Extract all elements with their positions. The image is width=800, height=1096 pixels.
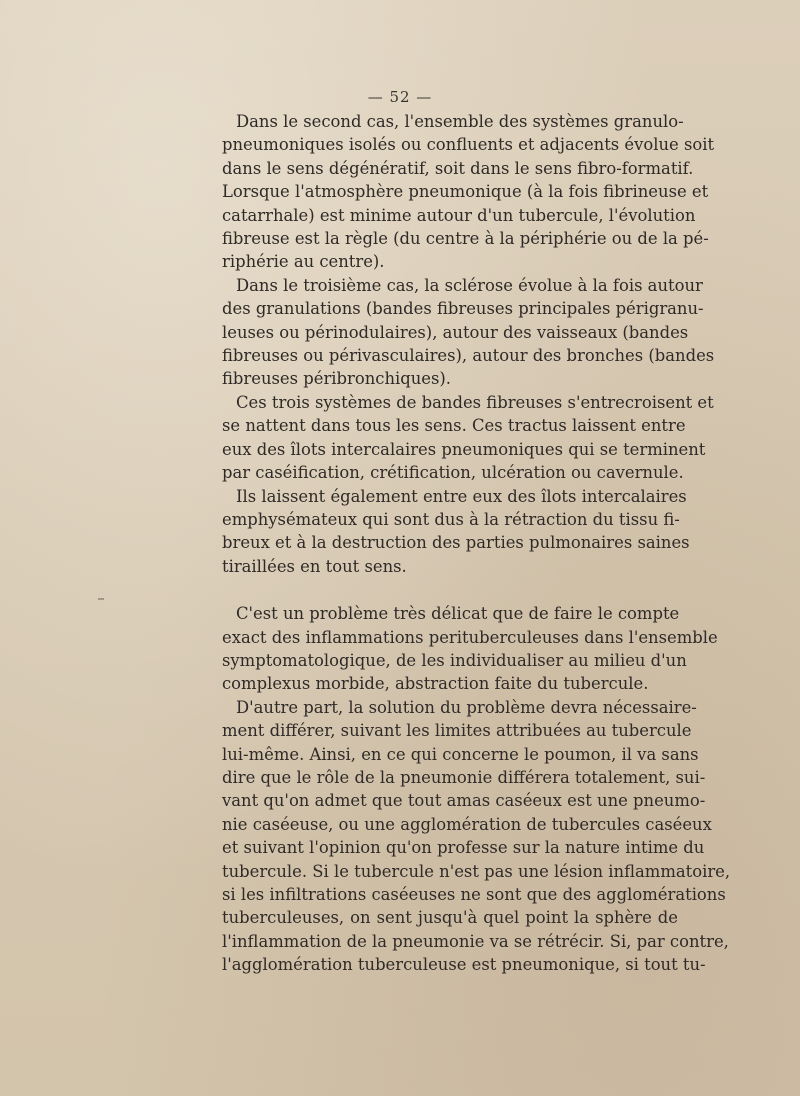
paragraph-6 [222, 696, 731, 977]
text-line: par caséification, crétification, ulcération ou cavernule. [222, 463, 684, 483]
text-line: dans le sens dégénératif, soit dans le sens fibro-formatif. [222, 158, 694, 178]
text-line: emphysémateux qui sont dus à la rétraction du tissu fi- [222, 509, 680, 529]
text-line: eux des îlots intercalaires pneumoniques qui se terminent [222, 439, 706, 459]
text-line: symptomatologique, de les individualiser au milieu d'un [222, 650, 687, 670]
text-line: tiraillées en tout sens. [222, 556, 407, 576]
text-line: dire que le rôle de la pneumonie différera totalement, sui- [222, 767, 706, 787]
text-line: Lorsque l'atmosphère pneumonique (à la fois fibrineuse et [222, 182, 709, 202]
text-line: tuberculeuses, on sent jusqu'à quel point la sphère de [222, 908, 678, 928]
text-line: pneumoniques isolés ou confluents et adjacents évolue soit [222, 135, 715, 155]
text-line: l'inflammation de la pneumonie va se rétrécir. Si, par contre, [222, 931, 729, 951]
paragraph-4 [222, 485, 690, 579]
text-line: leuses ou périnodulaires), autour des vaisseaux (bandes [222, 322, 689, 342]
text-line: nie caséeuse, ou une agglomération de tubercules caséeux [222, 814, 712, 834]
paragraph-5 [222, 602, 718, 696]
text-line: tubercule. Si le tubercule n'est pas une lésion inflammatoire, [222, 861, 731, 881]
text-line: Dans le second cas, l'ensemble des systèmes granulo- [236, 112, 684, 131]
text-line: et suivant l'opinion qu'on professe sur la nature intime du [222, 838, 705, 858]
text-line: breux et à la destruction des parties pulmonaires saines [222, 533, 690, 553]
text-line: l'agglomération tuberculeuse est pneumonique, si tout tu- [222, 955, 706, 975]
text-line: D'autre part, la solution du problème devra nécessaire- [236, 697, 697, 717]
text-line: fibreuses ou périvasculaires), autour des bronches (bandes [222, 346, 715, 366]
paragraph-3 [222, 391, 714, 485]
text-line: C'est un problème très délicat que de faire le compte [236, 604, 680, 624]
text-line: catarrhale) est minime autour d'un tubercule, l'évolution [222, 205, 696, 225]
text-line: lui-même. Ainsi, en ce qui concerne le poumon, il va sans [222, 744, 699, 764]
text-line: riphérie au centre). [222, 252, 385, 272]
body-text [222, 110, 731, 977]
paragraph-2 [222, 274, 715, 391]
text-line: ment différer, suivant les limites attribuées au tubercule [222, 721, 692, 741]
text-line: fibreuses péribronchiques). [222, 369, 452, 389]
paragraph-1 [222, 110, 715, 274]
page-number: — 52 — [367, 88, 433, 106]
text-line: si les infiltrations caséeuses ne sont que des agglomérations [222, 885, 726, 904]
text-line: se nattent dans tous les sens. Ces tractus laissent entre [222, 416, 686, 436]
text-line: vant qu'on admet que tout amas caséeux est une pneumo- [222, 791, 706, 811]
text-line: Dans le troisième cas, la sclérose évolue à la fois autour [236, 275, 703, 295]
text-line: Ils laissent également entre eux des îlots intercalaires [236, 486, 687, 506]
text-line: complexus morbide, abstraction faite du tubercule. [222, 674, 649, 694]
text-line: exact des inflammations perituberculeuses dans l'ensemble [222, 627, 718, 647]
text-line: des granulations (bandes fibreuses principales périgranu- [222, 299, 704, 319]
text-line: fibreuse est la règle (du centre à la périphérie ou de la pé- [222, 229, 709, 249]
margin-mark [98, 598, 104, 600]
text-line: Ces trois systèmes de bandes fibreuses s'entrecroisent et [236, 392, 714, 412]
section-gap [222, 578, 678, 602]
